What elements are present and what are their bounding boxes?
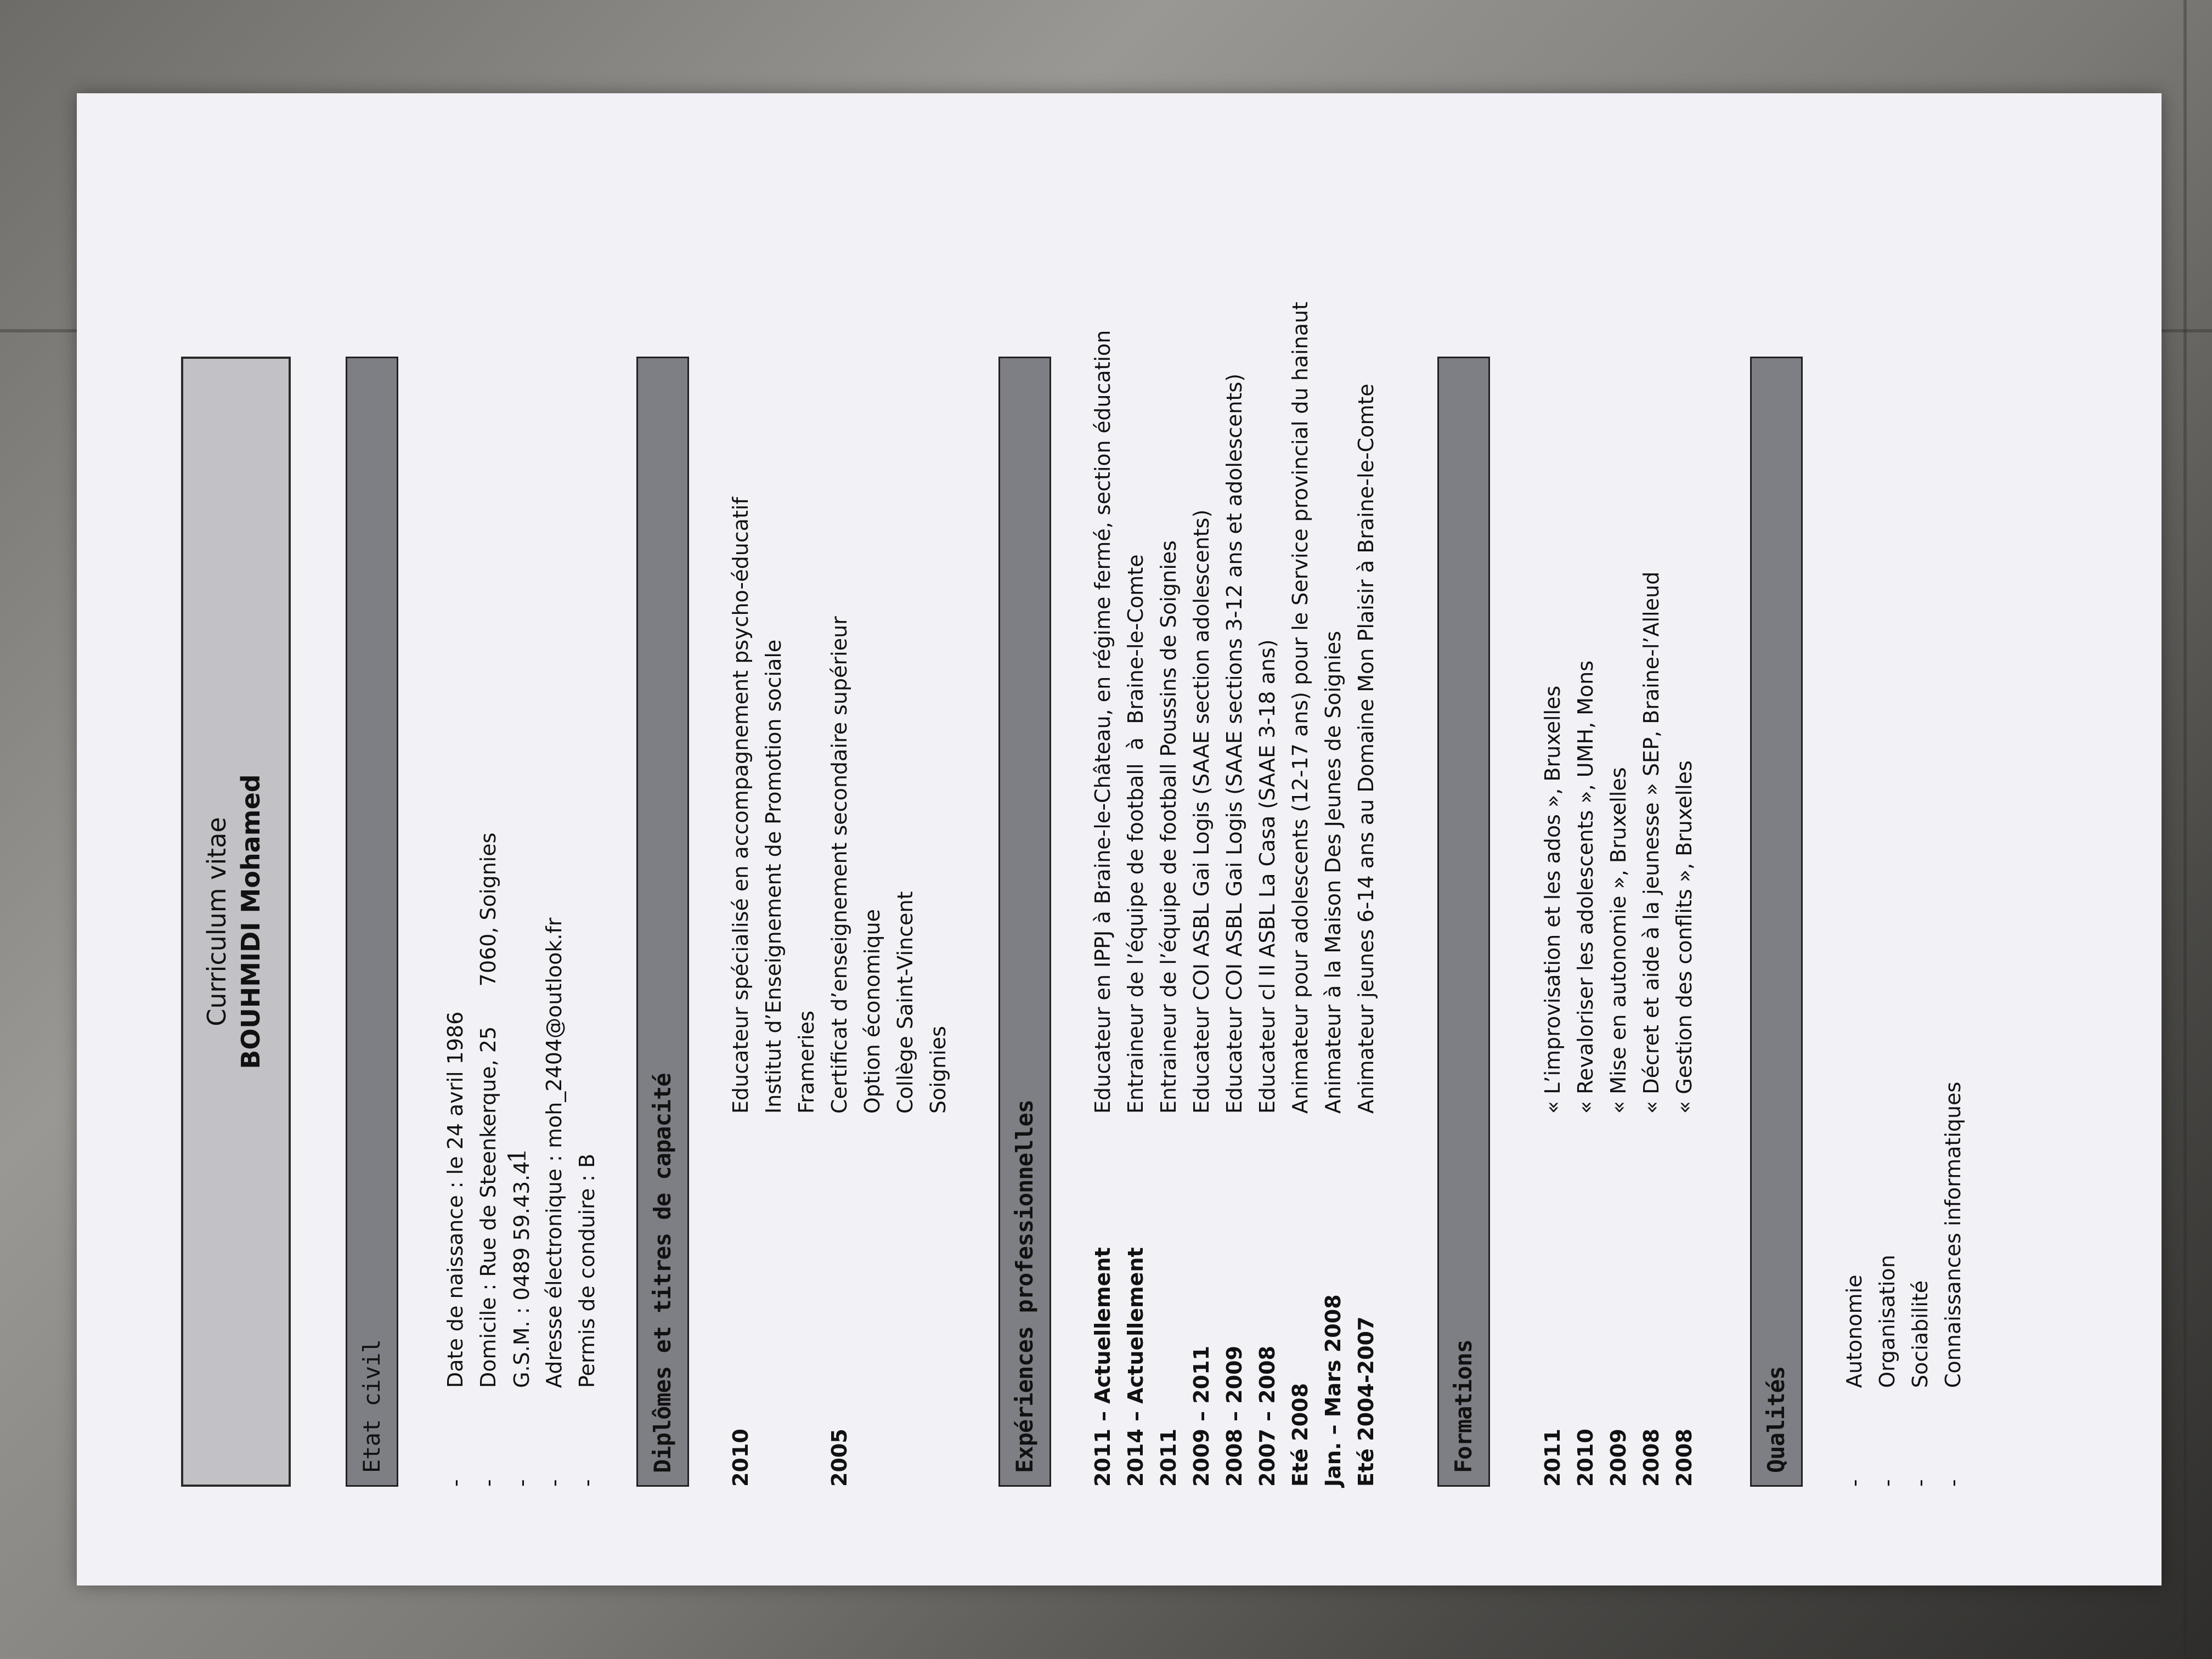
section-title: Etat civil (358, 1340, 385, 1473)
section-title: Expériences professionnelles (1011, 1099, 1038, 1473)
section-qualites (1750, 357, 1803, 1487)
diploma-row: 2010Educateur spécialisé en accompagnement psycho-éducatif (729, 497, 753, 1487)
section-formations (1437, 357, 1490, 1487)
info-email: -Adresse électronique : moh_2404@outlook.fr (542, 917, 566, 1487)
formation-row: 2008« Décret et aide à la jeunesse » SEP, Braine-l’Alleud (1639, 571, 1663, 1487)
formation-row: 2008« Gestion des conflits », Bruxelles (1672, 760, 1696, 1487)
experience-row: Eté 2004-2007Animateur jeunes 6-14 ans au Domaine Mon Plaisir à Braine-le-Comte (1354, 383, 1378, 1487)
diploma-line: Frameries (794, 1011, 819, 1114)
quality-item: -Organisation (1875, 1255, 1899, 1487)
section-title: Qualités (1763, 1366, 1790, 1473)
person-name: BOUHMIDI Mohamed (236, 774, 266, 1069)
experience-row: 2008 – 2009Educateur COI ASBL Gai Logis (SAAE sections 3-12 ans et adolescents) (1222, 373, 1246, 1487)
info-birth: -Date de naissance : le 24 avril 1986 (443, 1011, 467, 1487)
experience-row: 2014 – ActuellementEntraineur de l’équipe de football à Braine-le-Comte (1124, 554, 1148, 1487)
diploma-line: Option économique (860, 909, 884, 1114)
info-address: -Domicile : Rue de Steenkerque, 25 7060, Soignies (476, 832, 500, 1487)
paper-sheet (77, 93, 2162, 1585)
handwritten-digit: 1 (504, 1148, 532, 1164)
document-title: Curriculum vitae (202, 817, 232, 1026)
section-experiences (998, 357, 1051, 1487)
formation-row: 2011« L’improvisation et les ados », Bruxelles (1541, 685, 1565, 1487)
cv-document (77, 154, 1965, 1525)
experience-row: Jan. – Mars 2008Animateur à la Maison Des Jeunes de Soignies (1321, 630, 1345, 1487)
experience-row: 2009 – 2011Educateur COI ASBL Gai Logis (SAAE section adolescents) (1189, 509, 1214, 1487)
info-licence: -Permis de conduire : B (575, 1153, 599, 1487)
section-diplomes (636, 357, 689, 1487)
title-box (181, 357, 291, 1487)
quality-item: -Sociabilité (1908, 1280, 1932, 1487)
diploma-row: 2005Certificat d’enseignement secondaire supérieur (827, 616, 851, 1487)
diploma-line: Soignies (926, 1026, 950, 1114)
experience-row: 2007 – 2008Educateur cl II ASBL La Casa (SAAE 3-18 ans) (1255, 639, 1279, 1487)
section-etat-civil (346, 357, 398, 1487)
diploma-line: Collège Saint-Vincent (893, 891, 917, 1114)
section-title: Formations (1450, 1340, 1477, 1473)
experience-row: Eté 2008Animateur pour adolescents (12-17 ans) pour le Service provincial du hainaut (1288, 302, 1312, 1487)
section-title: Diplômes et titres de capacité (649, 1073, 676, 1473)
quality-item: -Autonomie (1842, 1274, 1866, 1487)
formation-row: 2010« Revaloriser les adolescents », UMH, Mons (1573, 660, 1598, 1487)
formation-row: 2009« Mise en autonomie », Bruxelles (1606, 767, 1630, 1487)
experience-row: 2011Entraineur de l’équipe de football Poussins de Soignies (1156, 540, 1181, 1487)
experience-row: 2011 – ActuellementEducateur en IPPJ à Braine-le-Château, en régime fermé, section éducation (1091, 330, 1115, 1487)
floor-tile-seam (2183, 0, 2187, 1659)
quality-item: -Connaissances informatiques (1941, 1081, 1965, 1487)
diploma-line: Institut d’Enseignement de Promotion sociale (761, 639, 786, 1114)
info-gsm: -G.S.M. : 0489 59.43.41 (504, 1148, 534, 1487)
